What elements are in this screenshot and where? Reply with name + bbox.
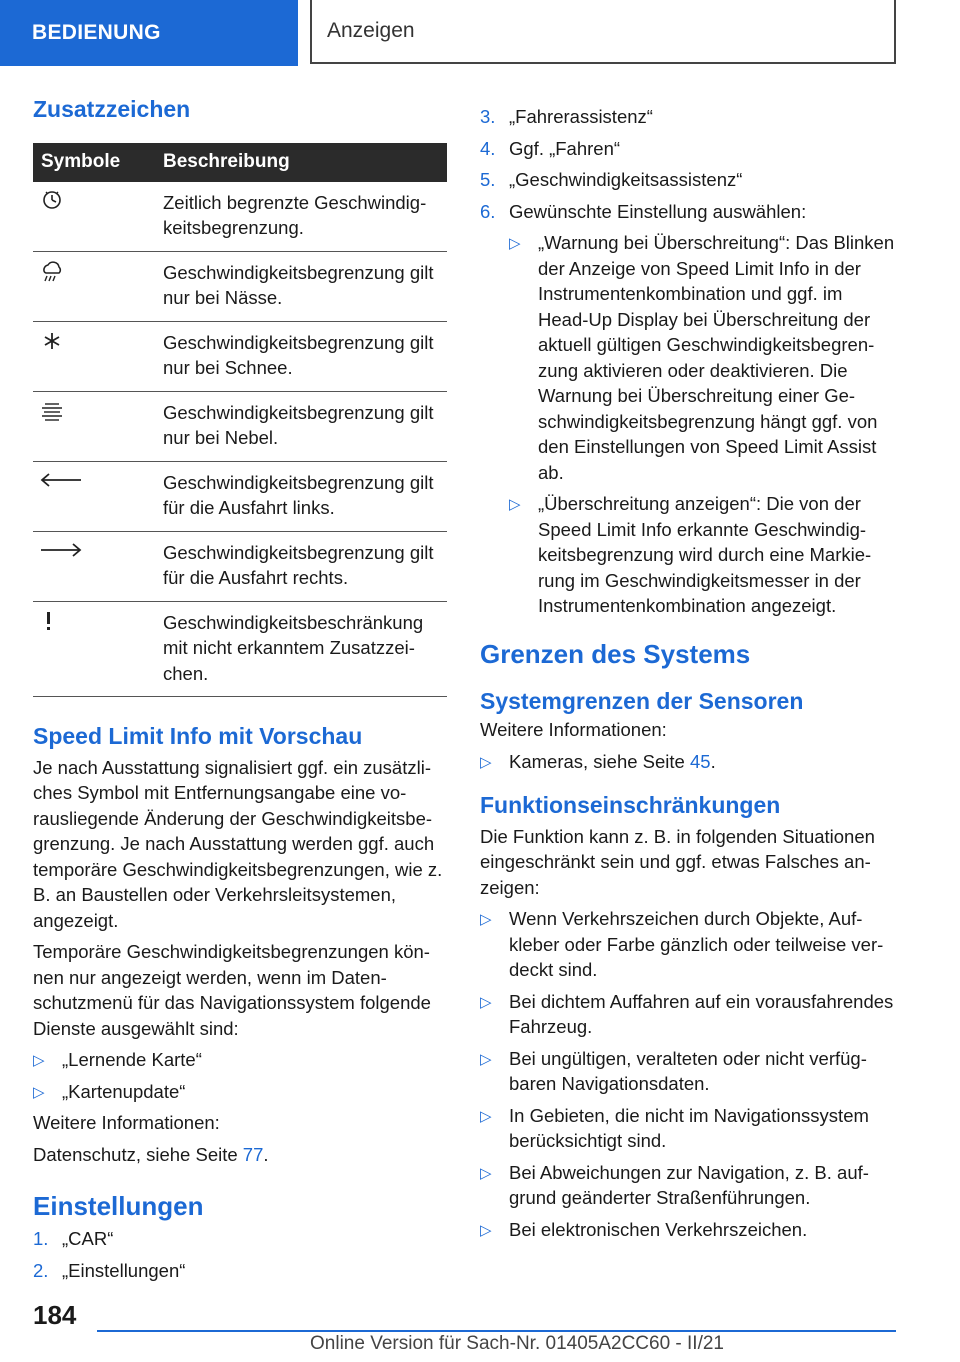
row-description: Geschwindigkeitsbegrenzung gilt nur bei Nebel. [163,391,447,461]
list-item: 1. „CAR“ [33,1228,114,1250]
triangle-bullet-icon: ▷ [480,1221,492,1239]
vorschau-list [33,1047,447,1104]
row-description: Geschwindigkeitsbegrenzung gilt nur bei Schnee. [163,321,447,391]
symbol-table [33,143,447,698]
row-description: Geschwindigkeitsbeschränkung mit nicht erkanntem Zusatzzeichen. [163,601,447,697]
arrow-left-icon [39,470,83,494]
fog-icon [39,400,65,424]
list-item: 6. Gewünschte Einstellung auswählen: [480,200,807,222]
footer-divider [97,1330,896,1332]
row-description: Geschwindigkeitsbegrenzung gilt für die Ausfahrt rechts. [163,531,447,601]
row-description: Geschwindigkeitsbegrenzung gilt für die Ausfahrt links. [163,461,447,531]
more-info-label: Weitere Informationen: [480,719,667,741]
page-link-77[interactable]: 77 [242,1143,264,1165]
list-item: ▷ „Überschreitung anzeigen“: Die von der Speed Limit Info erkannte Geschwindigkeitsbegrenzung wird durch eine Markierung im Geschwindigkeitsmesser in der Instrumentenkombination angezeigt. [509,493,872,616]
list-item: ▷ Kameras, siehe Seite 45. [480,749,896,775]
page-number: 184 [33,1300,77,1330]
exclamation-icon [39,610,65,634]
table-row [33,601,447,697]
funktion-paragraph: Die Funktion kann z. B. in folgenden Situationen eingeschränkt sein und ggf. etwas Falsches anzeigen: [480,825,875,898]
table-row [33,461,447,531]
einstellungen-heading: Einstellungen [33,1191,204,1222]
list-item: ▷ Bei Abweichungen zur Navigation, z. B. aufgrund geänderter Straßenführungen. [480,1161,869,1209]
zusatzzeichen-heading: Zusatzzeichen [33,96,191,122]
left-column [33,96,447,1289]
list-item: ▷ Bei dichtem Auffahren auf ein vorausfahrendes Fahrzeug. [480,990,894,1038]
triangle-bullet-icon: ▷ [480,1164,492,1182]
chapter-tab: Anzeigen [310,0,896,64]
list-item: ▷ „Kartenupdate“ [33,1079,447,1105]
einstellungen-steps [33,1226,447,1283]
sensoren-heading: Systemgrenzen der Sensoren [480,687,804,714]
table-header-row [33,143,447,182]
triangle-bullet-icon: ▷ [33,1083,45,1101]
footer-version-text: Online Version für Sach-Nr. 01405A2CC60 - II/21 [310,1333,725,1354]
list-item: 5. „Geschwindigkeitsassistenz“ [480,169,743,190]
row-description: Geschwindigkeitsbegrenzung gilt nur bei Nässe. [163,251,447,321]
list-item: ▷ In Gebieten, die nicht im Navigationssystem berücksichtigt sind. [480,1104,869,1152]
page-link-45[interactable]: 45 [689,750,711,772]
snowflake-icon [39,330,65,354]
sensoren-list [480,749,896,775]
list-item: ▷ Bei elektronischen Verkehrszeichen. [480,1217,896,1243]
triangle-bullet-icon: ▷ [509,496,521,513]
triangle-bullet-icon: ▷ [509,235,521,252]
table-row [33,182,447,252]
more-info-label: Weitere Informationen: [33,1112,220,1134]
funktion-list [480,906,896,1242]
einstellungen-steps-continued [480,104,896,224]
datenschutz-ref: Datenschutz, siehe Seite 77. [33,1143,269,1165]
triangle-bullet-icon: ▷ [480,753,492,771]
list-item: ▷ Bei ungültigen, veralteten oder nicht verfügbaren Navigationsdaten. [480,1047,867,1095]
funktion-heading: Funktionseinschränkungen [480,792,781,819]
list-item: ▷ Wenn Verkehrszeichen durch Objekte, Aufkleber oder Farbe gänzlich oder teilweise verdeckt sind. [480,908,884,981]
vorschau-paragraph-2: Temporäre Geschwindigkeitsbegrenzungen können nur angezeigt werden, wenn im Datenschutzmenü für das Navigationssystem folgende Dienste ausgewählt sind: [33,941,431,1039]
row-description: Zeitlich begrenzte Geschwindigkeitsbegrenzung. [163,182,447,252]
table-row [33,321,447,391]
vorschau-paragraph-1: Je nach Ausstattung signalisiert ggf. ein zusätzliches Symbol mit Entfernungsangabe eine vorausliegende Änderung der Geschwindigkeitsbegrenzung. Je nach Ausstattung werden ggf. auch temporäre Geschwindigkeitsbegrenzungen, wie z. B. an Baustellen oder Verkehrsleitsystemen, angezeigt. [33,756,443,931]
right-column [480,104,896,1248]
rain-icon [39,260,65,284]
grenzen-heading: Grenzen des Systems [480,638,751,669]
list-item: ▷ „Lernende Karte“ [33,1047,447,1073]
triangle-bullet-icon: ▷ [480,911,492,929]
triangle-bullet-icon: ▷ [33,1052,45,1070]
list-item: 2. „Einstellungen“ [33,1259,186,1281]
triangle-bullet-icon: ▷ [480,993,492,1011]
vorschau-heading: Speed Limit Info mit Vorschau [33,723,363,750]
col-header-beschreibung: Beschreibung [163,143,447,182]
setting-options-list [480,230,896,619]
page-header [0,0,960,66]
triangle-bullet-icon: ▷ [480,1050,492,1068]
list-item: ▷ „Warnung bei Überschreitung“: Das Blinken der Anzeige von Speed Limit Info in der Instrumentenkombination und ggf. im Head-Up Display bei Überschreitung der aktuell gültigen Geschwindigkeitsbegrenzung aktivieren oder deaktivieren. Die Warnung bei Überschreitung einer Geschwindigkeitsbegrenzung hängt ggf. von den Einstellungen von Speed Limit Assist ab. [509,232,895,483]
list-item: 4. Ggf. „Fahren“ [480,137,621,159]
triangle-bullet-icon: ▷ [480,1107,492,1125]
clock-icon [39,190,65,214]
arrow-right-icon [39,540,83,564]
table-row [33,251,447,321]
table-row [33,391,447,461]
section-tab: BEDIENUNG [0,0,298,66]
col-header-symbole: Symbole [33,143,163,182]
table-row [33,531,447,601]
list-item: 3. „Fahrerassistenz“ [480,106,653,127]
